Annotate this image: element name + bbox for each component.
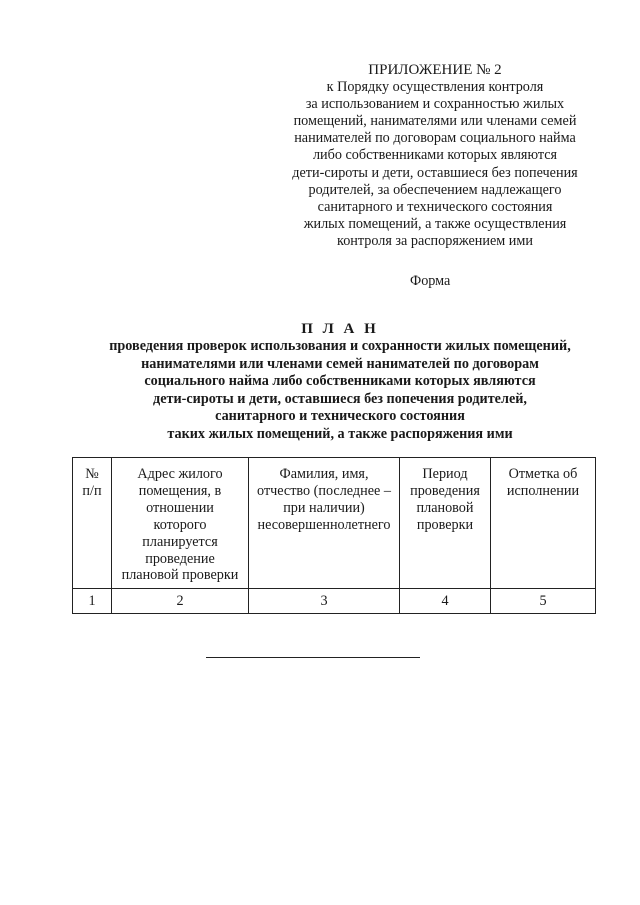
- column-number-cell: 5: [491, 589, 596, 614]
- column-number-cell: 1: [73, 589, 112, 614]
- column-number-cell: 3: [249, 589, 400, 614]
- plan-subtitle-line: нанимателями или членами семей нанимателей по договорам: [141, 355, 539, 372]
- appendix-header: [270, 62, 600, 250]
- plan-subtitle-line: социального найма либо собственниками которых являются: [144, 373, 536, 390]
- header-completion-mark: Отметка об исполнении: [491, 458, 596, 589]
- plan-title: П Л А Н: [301, 321, 379, 337]
- plan-subtitle-line: таких жилых помещений, а также распоряжения ими: [167, 425, 513, 442]
- header-number: № п/п: [73, 458, 112, 589]
- header-period: Период проведения плановой проверки: [400, 458, 491, 589]
- appendix-line: к Порядку осуществления контроля: [326, 79, 544, 96]
- column-number-cell: 4: [400, 589, 491, 614]
- appendix-line: либо собственниками которых являются: [312, 147, 558, 164]
- plan-heading: [40, 320, 640, 444]
- table-row: [73, 589, 596, 614]
- appendix-line: помещений, нанимателями или членами семей: [293, 113, 577, 130]
- form-label: Форма: [410, 273, 451, 289]
- appendix-line: санитарного и технического состояния: [317, 198, 553, 215]
- signature-line: [206, 657, 420, 658]
- plan-subtitle-line: дети-сироты и дети, оставшиеся без попечения родителей,: [153, 390, 527, 407]
- appendix-line: нанимателей по договорам социального найма: [294, 130, 576, 147]
- header-address: Адрес жилого помещения, в отношении которого планируется проведение плановой проверки: [112, 458, 249, 589]
- appendix-line: жилых помещений, а также осуществления: [303, 215, 567, 232]
- table-header-row: [73, 458, 596, 589]
- appendix-line: контроля за распоряжением ими: [337, 232, 533, 249]
- appendix-line: дети-сироты и дети, оставшиеся без попечения: [292, 164, 578, 181]
- appendix-line: за использованием и сохранностью жилых: [305, 96, 565, 113]
- appendix-title: ПРИЛОЖЕНИЕ № 2: [368, 62, 502, 78]
- plan-subtitle-line: санитарного и технического состояния: [215, 408, 465, 425]
- appendix-line: родителей, за обеспечением надлежащего: [308, 181, 562, 198]
- column-number-cell: 2: [112, 589, 249, 614]
- plan-subtitle-line: проведения проверок использования и сохранности жилых помещений,: [109, 338, 571, 354]
- header-full-name: Фамилия, имя, отчество (последнее – при наличии) несовершеннолетнего: [249, 458, 400, 589]
- plan-table: [72, 457, 596, 614]
